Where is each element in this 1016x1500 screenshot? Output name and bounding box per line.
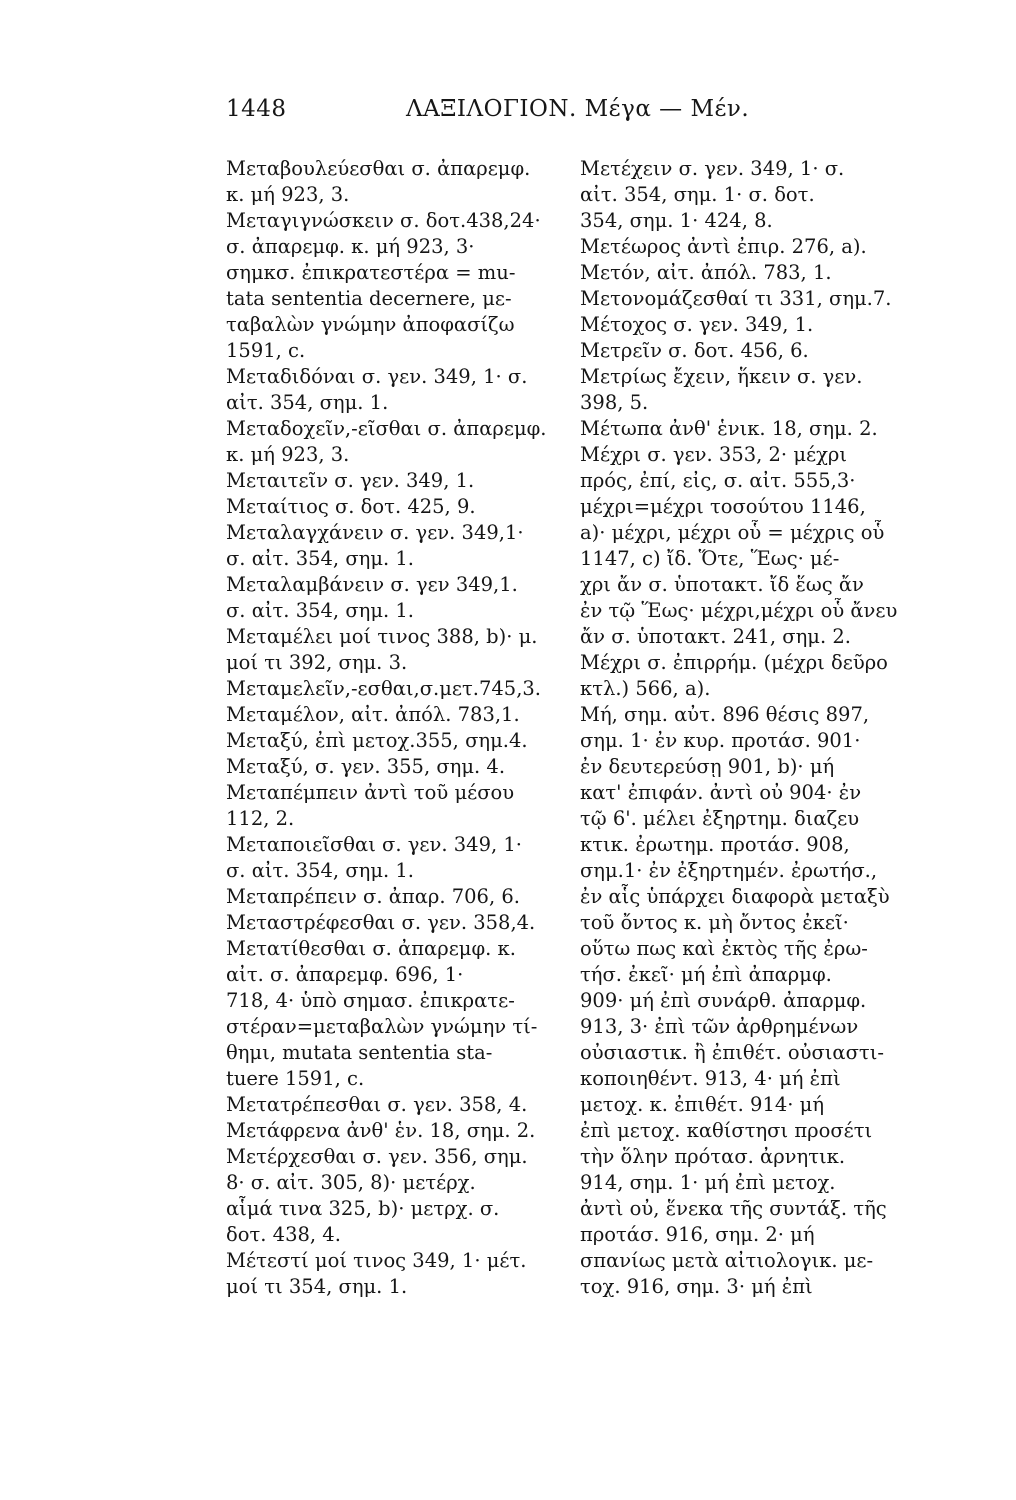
index-line: Μεταιτεῖν σ. γεν. 349, 1.: [226, 469, 475, 492]
index-line: ἐν τῷ Ἕως· μέχρι,μέχρι οὗ ἄνευ: [580, 599, 898, 622]
index-line: Μεταμελεῖν,-εσθαι,σ.μετ.745,3.: [226, 677, 542, 700]
index-line: 909· μή ἐπὶ συνάρθ. ἀπαρμφ.: [580, 989, 867, 1012]
index-line: 398, 5.: [580, 391, 649, 414]
index-line: 354, σημ. 1· 424, 8.: [580, 209, 773, 232]
index-line: Μεταλαγχάνειν σ. γεν. 349,1·: [226, 521, 524, 544]
index-line: μέχρι=μέχρι τοσούτου 1146,: [580, 495, 866, 518]
index-line: Μέτωπα ἀνθ' ἑνικ. 18, σημ. 2.: [580, 417, 878, 440]
index-line: τοχ. 916, σημ. 3· μή ἐπὶ: [580, 1275, 813, 1298]
index-line: κ. μή 923, 3.: [226, 443, 350, 466]
index-line: ἀντὶ οὐ, ἕνεκα τῆς συντάξ. τῆς: [580, 1197, 887, 1220]
left-column: [226, 156, 566, 1300]
index-line: Μή, σημ. αὐτ. 896 θέσις 897,: [580, 703, 870, 726]
index-line: πρός, ἐπί, εἰς, σ. αἰτ. 555,3·: [580, 469, 856, 492]
running-header: [226, 92, 938, 132]
index-line: ἐν αἷς ὑπάρχει διαφορὰ μεταξὺ: [580, 885, 890, 908]
index-line: Μεταδιδόναι σ. γεν. 349, 1· σ.: [226, 365, 528, 388]
index-line: Μεταλαμβάνειν σ. γεν 349,1.: [226, 573, 518, 596]
index-line: κατ' ἐπιφάν. ἀντὶ οὐ 904· ἐν: [580, 781, 862, 804]
index-line: Μετατρέπεσθαι σ. γεν. 358, 4.: [226, 1093, 528, 1116]
index-line: θημι, mutata sententia sta-: [226, 1041, 493, 1064]
index-line: Μεταστρέφεσθαι σ. γεν. 358,4.: [226, 911, 536, 934]
index-line: σημ.1· ἐν ἐξηρτημέν. ἐρωτήσ.,: [580, 859, 878, 882]
index-line: Μετατίθεσθαι σ. ἀπαρεμφ. κ.: [226, 937, 516, 960]
index-line: tuere 1591, c.: [226, 1067, 365, 1090]
index-line: 914, σημ. 1· μή ἐπὶ μετοχ.: [580, 1171, 836, 1194]
index-line: 1147, c) ἴδ. Ὅτε, Ἕως· μέ-: [580, 547, 840, 570]
index-line: Μετάφρενα ἀνθ' ἑν. 18, σημ. 2.: [226, 1119, 536, 1142]
index-line: Μεταμέλον, αἰτ. ἀπόλ. 783,1.: [226, 703, 520, 726]
index-line: τήσ. ἐκεῖ· μή ἐπὶ ἀπαρμφ.: [580, 963, 832, 986]
index-line: ἄν σ. ὑποτακτ. 241, σημ. 2.: [580, 625, 851, 648]
index-line: αἰτ. σ. ἀπαρεμφ. 696, 1·: [226, 963, 464, 986]
index-line: 718, 4· ὑπὸ σημασ. ἐπικρατε-: [226, 989, 515, 1012]
index-line: δοτ. 438, 4.: [226, 1223, 341, 1246]
index-line: αἰτ. 354, σημ. 1· σ. δοτ.: [580, 183, 815, 206]
index-line: Μέχρι σ. ἐπιρρήμ. (μέχρι δεῦρο: [580, 651, 888, 674]
index-line: Μετόν, αἰτ. ἀπόλ. 783, 1.: [580, 261, 832, 284]
index-line: Μεταμέλει μοί τινος 388, b)· μ.: [226, 625, 538, 648]
index-line: σπανίως μετὰ αἰτιολογικ. με-: [580, 1249, 874, 1272]
index-line: Μετρίως ἔχειν, ἥκειν σ. γεν.: [580, 365, 863, 388]
index-line: σ. αἰτ. 354, σημ. 1.: [226, 599, 414, 622]
index-line: κτλ.) 566, a).: [580, 677, 711, 700]
index-line: οὕτω πως καὶ ἐκτὸς τῆς ἐρω-: [580, 937, 868, 960]
running-title: ΛΑΞΙΛΟΓΙΟΝ. Μέγα — Μέν.: [406, 96, 750, 122]
index-line: τῷ 6'. μέλει ἐξηρτημ. διαζευ: [580, 807, 860, 830]
right-column: [580, 156, 926, 1300]
index-line: Μεταξύ, σ. γεν. 355, σημ. 4.: [226, 755, 506, 778]
index-line: Μεταβουλεύεσθαι σ. ἀπαρεμφ.: [226, 157, 531, 180]
index-line: Μεταποιεῖσθαι σ. γεν. 349, 1·: [226, 833, 522, 856]
index-line: τὴν ὅλην πρότασ. ἀρνητικ.: [580, 1145, 846, 1168]
index-line: οὐσιαστικ. ἢ ἐπιθέτ. οὐσιαστι-: [580, 1041, 884, 1064]
index-line: Μεταδοχεῖν,-εῖσθαι σ. ἀπαρεμφ.: [226, 417, 547, 440]
index-line: μετοχ. κ. ἐπιθέτ. 914· μή: [580, 1093, 825, 1116]
index-line: Μεταίτιος σ. δοτ. 425, 9.: [226, 495, 476, 518]
index-line: σ. ἀπαρεμφ. κ. μή 923, 3·: [226, 235, 475, 258]
index-line: σημ. 1· ἐν κυρ. προτάσ. 901·: [580, 729, 861, 752]
index-line: Μεταπρέπειν σ. ἀπαρ. 706, 6.: [226, 885, 520, 908]
index-line: Μεταπέμπειν ἀντὶ τοῦ μέσου: [226, 781, 515, 804]
index-line: χρι ἄν σ. ὑποτακτ. ἴδ ἕως ἄν: [580, 573, 864, 596]
index-line: Μετονομάζεσθαί τι 331, σημ.7.: [580, 287, 892, 310]
index-line: 1591, c.: [226, 339, 306, 362]
index-line: Μετέωρος ἀντὶ ἐπιρ. 276, a).: [580, 235, 867, 258]
index-line: Μεταγιγνώσκειν σ. δοτ.438,24·: [226, 209, 541, 232]
index-line: Μέχρι σ. γεν. 353, 2· μέχρι: [580, 443, 848, 466]
index-line: στέραν=μεταβαλὼν γνώμην τί-: [226, 1015, 538, 1038]
index-line: ἐπὶ μετοχ. καθίστησι προσέτι: [580, 1119, 873, 1142]
index-line: Μετέρχεσθαι σ. γεν. 356, σημ.: [226, 1145, 528, 1168]
index-line: σ. αἰτ. 354, σημ. 1.: [226, 547, 414, 570]
index-line: αἷμά τινα 325, b)· μετρχ. σ.: [226, 1197, 500, 1220]
index-line: Μέτεστί μοί τινος 349, 1· μέτ.: [226, 1249, 527, 1272]
page-number: 1448: [226, 96, 287, 122]
index-line: Μετρεῖν σ. δοτ. 456, 6.: [580, 339, 809, 362]
index-line: κοποιηθέντ. 913, 4· μή ἐπὶ: [580, 1067, 841, 1090]
index-line: Μέτοχος σ. γεν. 349, 1.: [580, 313, 814, 336]
index-line: κ. μή 923, 3.: [226, 183, 350, 206]
index-line: προτάσ. 916, σημ. 2· μή: [580, 1223, 815, 1246]
index-line: 913, 3· ἐπὶ τῶν ἀρθρημένων: [580, 1015, 859, 1038]
index-line: μοί τι 354, σημ. 1.: [226, 1275, 408, 1298]
index-line: a)· μέχρι, μέχρι οὗ = μέχρις οὗ: [580, 521, 885, 544]
index-line: σ. αἰτ. 354, σημ. 1.: [226, 859, 414, 882]
index-line: τοῦ ὄντος κ. μὴ ὄντος ἐκεῖ·: [580, 911, 849, 934]
index-line: ταβαλὼν γνώμην ἀποφασίζω: [226, 313, 515, 336]
index-line: ἐν δευτερεύσῃ 901, b)· μή: [580, 755, 835, 778]
index-line: σημκσ. ἐπικρατεστέρα = mu-: [226, 261, 516, 284]
index-line: αἰτ. 354, σημ. 1.: [226, 391, 389, 414]
index-line: 112, 2.: [226, 807, 295, 830]
index-line: κτικ. ἐρωτημ. προτάσ. 908,: [580, 833, 850, 856]
index-line: Μεταξύ, ἐπὶ μετοχ.355, σημ.4.: [226, 729, 528, 752]
index-line: tata sententia decernere, με-: [226, 287, 512, 310]
index-line: μοί τι 392, σημ. 3.: [226, 651, 408, 674]
index-line: Μετέχειν σ. γεν. 349, 1· σ.: [580, 157, 845, 180]
index-line: 8· σ. αἰτ. 305, 8)· μετέρχ.: [226, 1171, 476, 1194]
